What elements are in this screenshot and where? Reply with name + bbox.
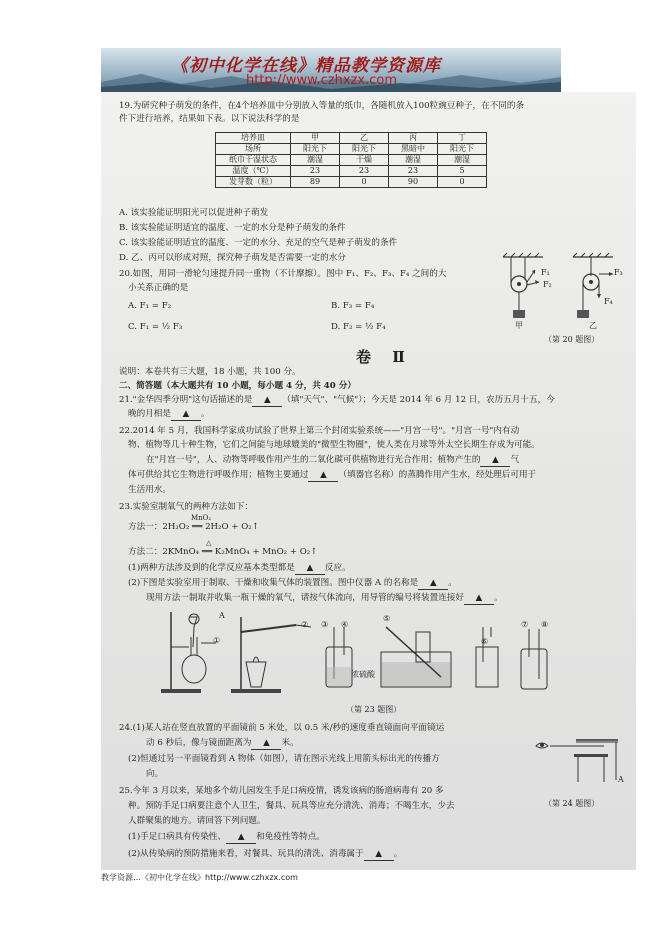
part2-note: 说明：本卷共有三大题，18 小题，共 100 分。 [119, 367, 301, 377]
q25-part2 [128, 848, 402, 861]
header-banner [101, 48, 561, 92]
table-cell: 潮湿 [389, 155, 438, 166]
table-cell: 潮湿 [438, 155, 487, 166]
table-cell: 5 [438, 166, 487, 177]
table-row [216, 166, 487, 177]
q23-method1: 方法一：2H₂O₂ ══ 2H₂O + O₂↑ [128, 522, 259, 532]
q23-part2 [128, 577, 457, 590]
q25-text: 。 [393, 849, 403, 859]
table-cell: 黑暗中 [389, 144, 438, 155]
q21-text: 。 [200, 409, 210, 419]
q20-stem-line1: 20.如图，用同一滑轮匀速提升同一重物（不计摩擦）。图中 F₁、F₂、F₃、F₄ 之间的大 [119, 269, 447, 279]
label-tube-2: ② [301, 620, 309, 629]
table-cell: 发芽数（粒） [216, 177, 291, 188]
answer-blank[interactable]: ▲ [226, 831, 256, 844]
table-cell: 阳光下 [438, 144, 487, 155]
table-cell: 甲 [291, 133, 340, 144]
answer-blank[interactable]: ▲ [418, 577, 448, 590]
q23-text: 现用方法一制取并收集一瓶干燥的氧气，请按气体流向，用导管的编号将装置连接好 [146, 593, 464, 603]
q19-data-table [215, 132, 487, 188]
table-row [216, 133, 487, 144]
answer-blank[interactable]: ▲ [295, 562, 325, 575]
q19-option-a: A. 该实验能证明阳光可以促进种子萌发 [119, 208, 269, 218]
q22-text: 气 [510, 455, 520, 465]
table-cell: 阳光下 [340, 144, 389, 155]
table-row [216, 144, 487, 155]
table-cell: 温度（℃） [216, 166, 291, 177]
q22-text: 在"月宫一号"，人、动物等呼吸作用产生的二氧化碳可供植物进行光合作用；植物产生的 [146, 455, 481, 465]
table-cell: 丙 [389, 133, 438, 144]
label-instrument-a: A [219, 611, 225, 620]
q20-option-d: D. F₂ = ½ F₄ [331, 322, 386, 332]
q20-stem-line2: 小关系正确的是 [128, 283, 189, 293]
banner-title: 《初中化学在线》精品教学资源库 [171, 56, 441, 76]
label-f4: F₄ [604, 297, 613, 306]
q23-part3 [146, 592, 503, 605]
table-cell: 23 [389, 166, 438, 177]
table-cell: 培养皿 [216, 133, 291, 144]
label-jia: 甲 [515, 321, 523, 330]
answer-blank[interactable]: ▲ [364, 848, 394, 861]
q23-text: 。 [493, 593, 503, 603]
q19-option-b: B. 该实验能证明适宜的温度、一定的水分是种子萌发的条件 [119, 223, 346, 233]
table-cell: 潮湿 [291, 155, 340, 166]
q24-line1: 24.(1)某人站在竖直放置的平面镜前 5 米处，以 0.5 米/秒的速度垂直镜面向平面镜运 [119, 723, 445, 733]
q25-line3: 人群聚集的地方。请回答下列问题。 [128, 816, 266, 826]
q23-text: (2)下图是实验室用于制取、干燥和收集气体的装置图。图中仪器 A 的名称是 [128, 578, 419, 588]
q22-line1: 22.2014 年 5 月，我国科学家成功试验了世界上第三个封闭实验系统——"月宫一号"。"月宫一号"内有动 [119, 426, 520, 436]
q23-text: 反应。 [324, 563, 351, 573]
q25-text: (2)从传染病的预防措施来看，对餐具、玩具的清洗、消毒属于 [128, 849, 364, 859]
table-cell: 乙 [340, 133, 389, 144]
q25-text: (1)手足口病具有传染性、 [128, 832, 227, 842]
answer-blank[interactable]: ▲ [464, 592, 494, 605]
label-f2: F₂ [543, 280, 552, 289]
label-tube-5: ⑤ [383, 614, 391, 623]
q24-text: 米。 [281, 738, 299, 748]
q25-part1 [128, 831, 325, 844]
q21-line2 [128, 408, 210, 421]
table-cell: 23 [340, 166, 389, 177]
q23-line1: 23.实验室制氧气的两种方法如下： [119, 502, 253, 512]
q25-text: 和免疫性等特点。 [256, 832, 325, 842]
label-tube-1: ① [213, 636, 221, 645]
q24-line2 [146, 737, 299, 750]
q24-mirror-figure [526, 732, 626, 792]
answer-blank[interactable]: ▲ [251, 737, 281, 750]
q19-option-c: C. 该实验能证明适宜的温度、一定的水分、充足的空气是种子萌发的条件 [119, 238, 398, 248]
q23-figure-caption: （第 23 题图） [346, 705, 402, 714]
table-cell: 23 [291, 166, 340, 177]
q22-line4 [128, 469, 536, 482]
label-tube-8: ⑧ [541, 620, 549, 629]
exam-page [101, 92, 636, 870]
q23-apparatus-figure [161, 607, 571, 697]
q22-line5: 生活用水。 [128, 485, 171, 495]
answer-blank[interactable]: ▲ [308, 469, 338, 482]
q25-line1: 25.今年 3 月以来，某地多个幼儿园发生手足口病疫情，诱发该病的肠道病毒有 20 多 [119, 786, 444, 796]
q21-text: 21."金华四季分明"这句话描述的是 [119, 395, 253, 405]
label-tube-6: ⑥ [481, 637, 489, 646]
q22-line3 [146, 454, 519, 467]
table-cell: 0 [340, 177, 389, 188]
q20-option-c: C. F₁ = ½ F₃ [128, 322, 183, 332]
table-cell: 阳光下 [291, 144, 340, 155]
q23-text: (1)两种方法涉及到的化学反应基本类型都是 [128, 563, 295, 573]
q20-figure-caption: （第 20 题图） [544, 335, 600, 344]
q24-figure-caption: （第 24 题图） [544, 799, 600, 808]
answer-blank[interactable]: ▲ [480, 454, 510, 467]
label-f1: F₁ [541, 268, 550, 277]
q21-line1 [119, 394, 555, 407]
label-sulfuric-acid: 浓硫酸 [351, 670, 375, 679]
answer-blank[interactable]: ▲ [171, 408, 201, 421]
label-tube-3: ③ [321, 620, 329, 629]
q22-text: 体可供给其它生物进行呼吸作用；植物主要通过 [128, 470, 309, 480]
page-footer: 教学资源…《初中化学在线》http://www.czhxzx.com [101, 873, 298, 882]
q23-catalyst: MnO₂ [191, 514, 212, 522]
q24-text: 动 6 秒后，像与镜面距离为 [146, 738, 252, 748]
label-yi: 乙 [589, 321, 597, 330]
q20-option-a: A. F₁ = F₂ [128, 301, 172, 311]
table-cell: 场所 [216, 144, 291, 155]
q25-line2: 种。预防手足口病要注意个人卫生，餐具、玩具等应充分清洗、消毒；不喝生水，少去 [128, 801, 455, 811]
q24-line4: 向。 [146, 769, 164, 779]
table-cell: 0 [438, 177, 487, 188]
q19-option-d: D. 乙、丙可以形成对照，探究种子萌发是否需要一定的水分 [119, 253, 346, 263]
q21-text: 晚的月相是 [128, 409, 171, 419]
table-cell: 纸巾干湿状态 [216, 155, 291, 166]
label-object-a: A [618, 775, 624, 784]
q23-method2: 方法二：2KMnO₄ ══ K₂MnO₄ + MnO₂ + O₂↑ [128, 547, 318, 557]
q22-text: （填器官名称）的蒸腾作用产生水，经处理后可用于 [338, 470, 537, 480]
answer-blank[interactable]: ▲ [252, 394, 282, 407]
label-f3: F₃ [614, 268, 623, 277]
banner-url[interactable]: http://www.czhxzx.com [246, 73, 397, 88]
label-tube-4: ④ [341, 620, 349, 629]
table-cell: 丁 [438, 133, 487, 144]
table-cell: 89 [291, 177, 340, 188]
q23-part1 [128, 562, 351, 575]
q19-stem-line2: 件下进行培养，结果如下表。以下说法科学的是 [119, 114, 300, 124]
section-title-juan2: 卷 Ⅱ [356, 348, 413, 366]
q20-option-b: B. F₃ = F₄ [331, 301, 375, 311]
q21-text: （填"天气"、"气候"）；今天是 2014 年 6 月 12 日，农历五月十五，今 [282, 395, 555, 405]
label-tube-7: ⑦ [521, 620, 529, 629]
table-cell: 干燥 [340, 155, 389, 166]
table-row [216, 177, 487, 188]
part2-heading: 二、简答题（本大题共有 10 小题，每小题 4 分，共 40 分） [119, 381, 356, 391]
table-row [216, 155, 487, 166]
q23-heat-condition: △ [206, 539, 212, 547]
table-cell: 90 [389, 177, 438, 188]
q19-stem-line1: 19.为研究种子萌发的条件，在4个培养皿中分别放入等量的纸巾，各随机放入100粒豌豆种子，在不同的条 [119, 101, 525, 111]
q22-line2: 物、植物等几十种生物，它们之间能与地球媲美的"微型生物圈"，使人类在月球等外太空长期生存成为可能。 [128, 440, 540, 450]
q24-line3: (2)恒通过另一平面镜看到 A 物体（如图），请在图示光线上用箭头标出光的传播方 [128, 754, 440, 764]
q23-text: 。 [448, 578, 457, 588]
